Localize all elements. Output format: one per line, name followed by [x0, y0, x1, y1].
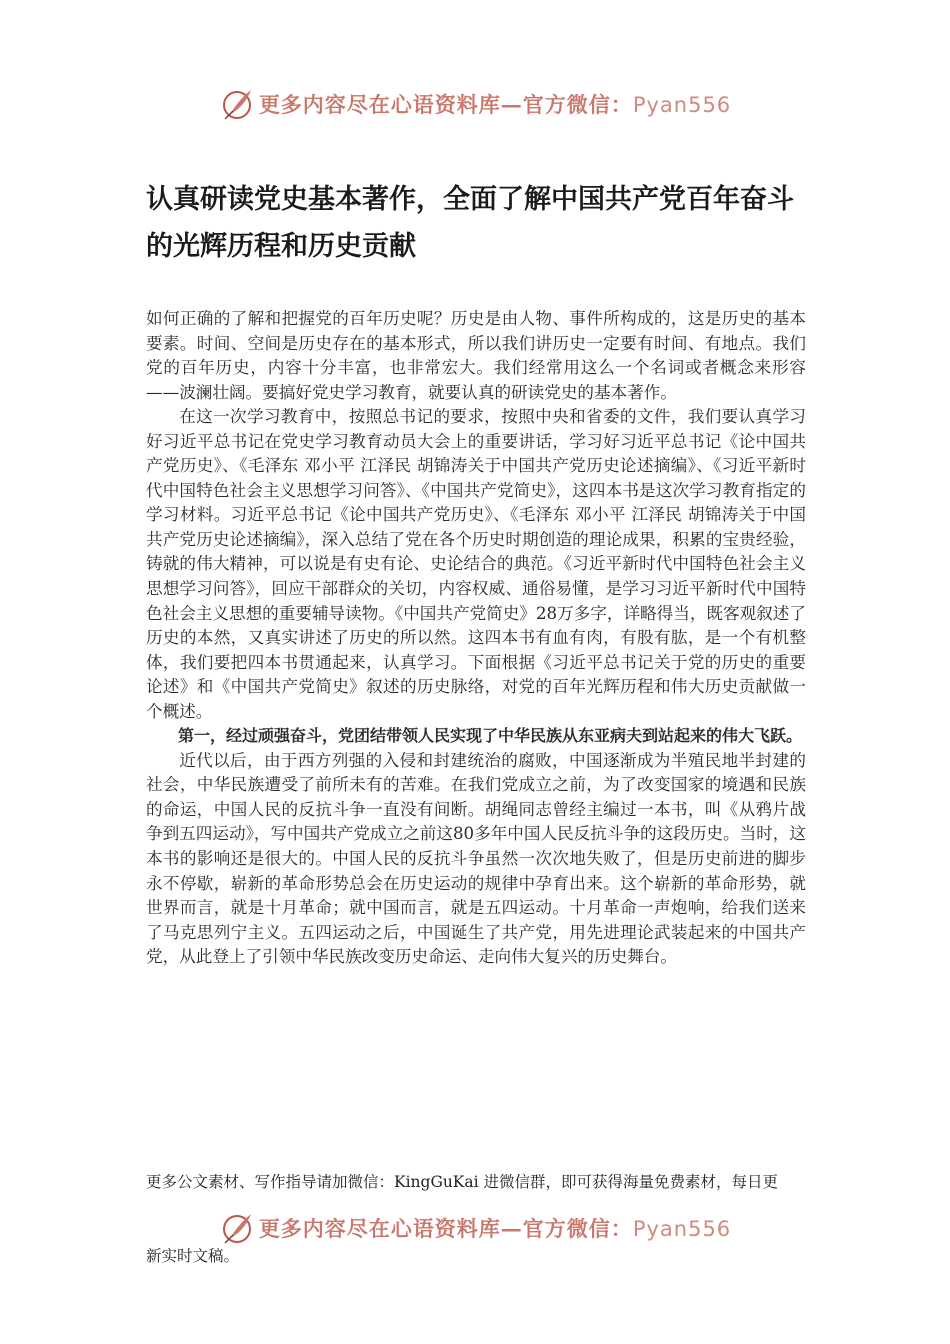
footer-note: 更多公文素材、写作指导请加微信：KingGuKai 进微信群，即可获得海量免费素材，每日更 [146, 1173, 779, 1191]
banner-wechat: Pyan556 [632, 93, 732, 117]
header-banner [0, 82, 950, 126]
paragraph-intro: 如何正确的了解和把握党的百年历史呢？历史是由人物、事件所构成的，这是历史的基本要素。时间、空间是历史存在的基本形式，所以我们讲历史一定要有时间、有地点。我们党的百年历史，内容十分丰富，也非常宏大。我们经常用这么一个名词或者概念来形容——波澜壮阔。要搞好党史学习教育，就要认真的研读党史的基本著作。 [146, 309, 806, 402]
banner-text: 更多内容尽在心语资料库—官方微信：Pyan556 [258, 92, 732, 117]
feather-logo-icon [219, 1210, 255, 1246]
article-body [146, 307, 806, 970]
banner-wechat: Pyan556 [632, 1217, 732, 1241]
feather-logo-icon [219, 86, 255, 122]
banner-text: 更多内容尽在心语资料库—官方微信：Pyan556 [258, 1216, 732, 1241]
footer-note-continued: 新实时文稿。 [146, 1247, 240, 1265]
footer-banner [0, 1206, 950, 1250]
paragraph-materials: 在这一次学习教育中，按照总书记的要求，按照中央和省委的文件，我们要认真学习好习近平总书记在党史学习教育动员大会上的重要讲话，学习好习近平总书记《论中国共产党历史》、《毛泽东 邓小平 江泽民 胡锦涛关于中国共产党历史论述摘编》、《习近平新时代中国特色社会主义思想学习问答》、《中国共产党简史》，这四本书是这次学习教育指定的学习材料。习近平总书记《论中国共产党历史》、《毛泽东 邓小平 江泽民 胡锦涛关于中国共产党历史论述摘编》，深入总结了党在各个历史时期创造的理论成果，积累的宝贵经验，铸就的伟大精神，可以说是有史有论、史论结合的典范。《习近平新时代中国特色社会主义思想学习问答》，回应干部群众的关切，内容权威、通俗易懂，是学习习近平新时代中国特色社会主义思想的重要辅导读物。《中国共产党简史》28万多字，详略得当，既客观叙述了历史的本然，又真实讲述了历史的所以然。这四本书有血有肉，有股有肱，是一个有机整体，我们要把四本书贯通起来，认真学习。下面根据《习近平总书记关于党的历史的重要论述》和《中国共产党简史》叙述的历史脉络，对党的百年光辉历程和伟大历史贡献做一个概述。 [146, 407, 806, 721]
paragraph-history: 近代以后，由于西方列强的入侵和封建统治的腐败，中国逐渐成为半殖民地半封建的社会，中华民族遭受了前所未有的苦难。在我们党成立之前，为了改变国家的境遇和民族的命运，中国人民的反抗斗争一直没有间断。胡绳同志曾经主编过一本书，叫《从鸦片战争到五四运动》，写中国共产党成立之前这80多年中国人民反抗斗争的这段历史。当时，这本书的影响还是很大的。中国人民的反抗斗争虽然一次次地失败了，但是历史前进的脚步永不停歇，崭新的革命形势总会在历史运动的规律中孕育出来。这个崭新的革命形势，就世界而言，就是十月革命；就中国而言，就是五四运动。十月革命一声炮响，给我们送来了马克思列宁主义。五四运动之后，中国诞生了共产党，用先进理论武装起来的中国共产党，从此登上了引领中华民族改变历史命运、走向伟大复兴的历史舞台。 [146, 750, 806, 967]
page-title: 认真研读党史基本著作，全面了解中国共产党百年奋斗的光辉历程和历史贡献 [146, 184, 794, 262]
section-heading-first: 第一，经过顽强奋斗，党团结带领人民实现了中华民族从东亚病夫到站起来的伟大飞跃。 [178, 726, 803, 746]
